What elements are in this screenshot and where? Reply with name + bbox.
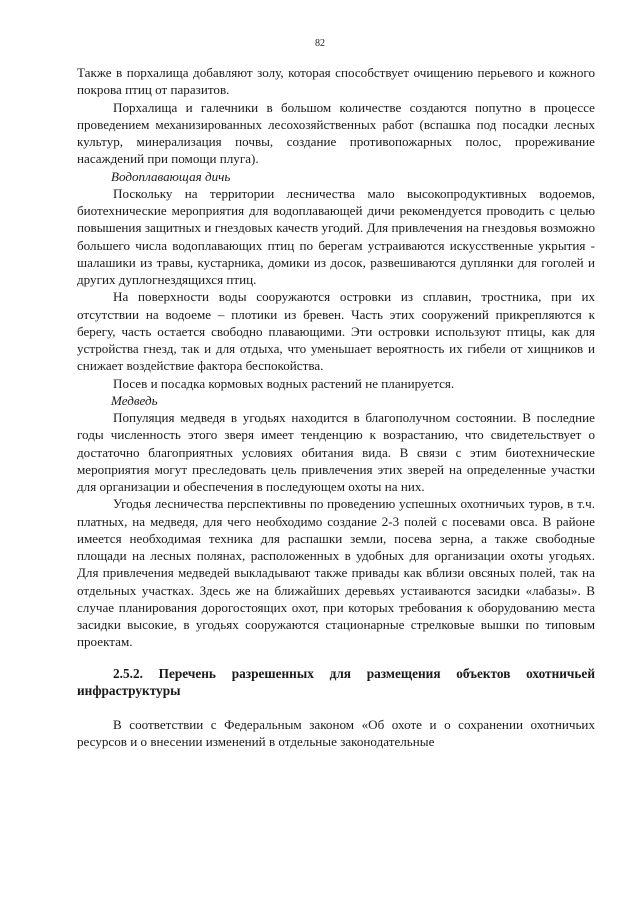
paragraph-waterfowl-shelters: Поскольку на территории лесничества мало высокопродуктивных водоемов, биотехнические мероприятия для водоплавающей дичи рекомендуется проводить с целью повышения защитных и гнездовых качеств угодий. Для привлечения на гнездовья возможно большего числа водоплавающих птиц по берегам устраиваются искусственные укрытия - шалашики из травы, кустарника, домики из досок, развешиваются дуплянки для гоголей и других дуплогнездящихся птиц.: [77, 185, 595, 287]
paragraph-islands: На поверхности воды сооружаются островки из сплавин, тростника, при их отсутствии на водоеме – плотики из бревен. Часть этих сооружений прикрепляются к берегу, часть остается свободно плавающими. Эти островки используют птицы, как для устройства гнезд, так и для отдыха, что уменьшает вероятность их гибели от хищников и снижает воздействие фактора беспокойства.: [77, 289, 595, 374]
paragraph-dust-baths: Порхалища и галечники в большом количестве создаются попутно в процессе проведением механизированных лесохозяйственных работ (вспашка под посадки лесных культур, минерализация почвы, создание противопожарных полос, прореживание насаждений при помощи плуга).: [77, 99, 595, 167]
paragraph-aquatic-plants: Посев и посадка кормовых водных растений не планируется.: [113, 375, 455, 391]
paragraph-bear-hunting: Угодья лесничества перспективны по проведению успешных охотничьих туров, в т.ч. платных, на медведя, для чего необходимо создание 2-3 полей с посевами овса. В районе имеется необходимая техника для распашки земли, посева зерна, а также свободные площади на лесных полянах, расположенных в удобных для организации охоты угодьях. Для привлечения медведей выкладывают также привады как вблизи овсяных полей, так на отдельных участках. Здесь же на ближайших деревьях устаиваются засидки «лабазы». В случае планирования дорогостоящих охот, при которых требования к оборудованию места засидки высокие, в угодьях сооружаются стационарные стрелковые вышки по типовым проектам.: [77, 496, 595, 650]
paragraph-ash: Также в порхалища добавляют золу, которая способствует очищению перьевого и кожного покрова птиц от паразитов.: [77, 65, 595, 98]
subheading-waterfowl: Водоплавающая дичь: [111, 168, 231, 184]
paragraph-federal-law: В соответствии с Федеральным законом «Об охоте и о сохранении охотничьих ресурсов и о внесении изменений в отдельные законодательные: [77, 716, 595, 749]
page-body: [77, 64, 595, 750]
section-heading: 2.5.2. Перечень разрешенных для размещения объектов охотничьей инфраструктуры: [77, 665, 595, 698]
paragraph-bear-population: Популяция медведя в угодьях находится в благополучном состоянии. В последние годы численность этого зверя имеет тенденцию к возрастанию, что свидетельствует о достаточно благоприятных условиях обитания вида. В связи с этим биотехнические мероприятия могут преследовать цель привлечения этих зверей на определенные участки для организации и обеспечения в последующем охоты на них.: [77, 410, 595, 494]
subheading-bear: Медведь: [111, 392, 158, 408]
page-number: 82: [315, 38, 325, 49]
